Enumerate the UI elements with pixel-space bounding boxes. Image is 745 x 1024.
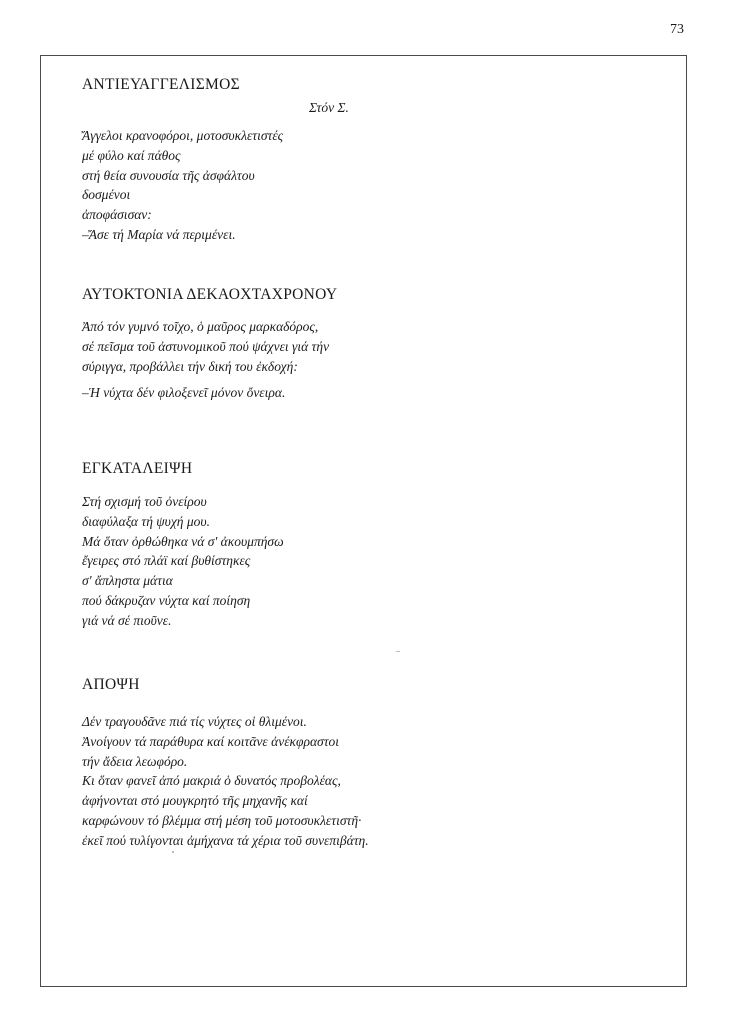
verse-line: γιά νά σέ πιοῦνε.	[82, 612, 172, 628]
stanza	[82, 712, 662, 851]
stanza	[82, 492, 662, 631]
poem-dedication: Στόν Σ.	[309, 100, 349, 115]
poem-egkataleipsi	[82, 460, 662, 631]
verse-line: τήν ἄδεια λεωφόρο.	[82, 753, 188, 769]
stanza	[82, 126, 662, 245]
verse-line: καρφώνουν τό βλέμμα στή μέση τοῦ μοτοσυκλετιστῆ·	[82, 812, 362, 828]
poem-aftoktonia	[82, 286, 662, 403]
verse-line: διαφύλαξα τή ψυχή μου.	[82, 513, 210, 529]
verse-line: Μά ὅταν ὀρθώθηκα νά σ' ἀκουμπήσω	[82, 533, 284, 549]
verse-line: Κι ὅταν φανεῖ ἀπό μακριά ὁ δυνατός προβολέας,	[82, 773, 341, 789]
verse-line: ἔγειρες στό πλάϊ καί βυθίστηκες	[82, 553, 251, 569]
poem-title: ΑΠΟΨΗ	[82, 676, 140, 693]
verse-line: –Ἄσε τή Μαρία νά περιμένει.	[82, 226, 236, 242]
verse-line: σύριγγα, προβάλλει τήν δική του ἐκδοχή:	[82, 358, 298, 374]
verse-line: δοσμένοι	[82, 187, 131, 203]
verse-line: πού δάκρυζαν νύχτα καί ποίηση	[82, 592, 251, 608]
verse-line: στή θεία συνουσία τῆς ἀσφάλτου	[82, 167, 255, 183]
print-speck	[172, 851, 174, 853]
verse-line: Ἀνοίγουν τά παράθυρα καί κοιτᾶνε ἀνέκφραστοι	[82, 733, 340, 749]
verse-line: –Ἡ νύχτα δέν φιλοξενεῖ μόνον ὄνειρα.	[82, 385, 286, 401]
verse-line: ἐκεῖ πού τυλίγονται ἀμήχανα τά χέρια τοῦ συνεπιβάτη.	[82, 832, 369, 848]
verse-line: Ἀπό τόν γυμνό τοῖχο, ὁ μαῦρος μαρκαδόρος,	[82, 319, 319, 334]
verse-line: ἀποφάσισαν:	[82, 207, 152, 223]
verse-line: σ' ἄπληστα μάτια	[82, 573, 173, 589]
print-speck	[396, 651, 400, 652]
poem-apopsi	[82, 676, 662, 851]
poem-title: ΑΥΤΟΚΤΟΝΙΑ ΔΕΚΑΟΧΤΑΧΡΟΝΟΥ	[82, 286, 338, 303]
stanza	[82, 383, 662, 403]
poem-antievangelismos	[82, 76, 662, 245]
verse-line: μέ φύλο καί πάθος	[82, 147, 181, 163]
verse-line: Δέν τραγουδᾶνε πιά τίς νύχτες οἱ θλιμένοι.	[82, 714, 307, 729]
verse-line: Ἄγγελοι κρανοφόροι, μοτοσυκλετιστές	[82, 128, 284, 143]
page-number: 73	[670, 22, 684, 37]
stanza	[82, 317, 662, 376]
verse-line: σέ πεῖσμα τοῦ ἀστυνομικοῦ πού ψάχνει γιά τήν	[82, 338, 330, 354]
poem-title: ΕΓΚΑΤΑΛΕΙΨΗ	[82, 460, 193, 477]
poem-title: ΑΝΤΙΕΥΑΓΓΕΛΙΣΜΟΣ	[82, 76, 240, 93]
verse-line: ἀφήνονται στό μουγκρητό τῆς μηχανῆς καί	[82, 793, 308, 809]
verse-line: Στή σχισμή τοῦ ὀνείρου	[82, 494, 207, 509]
